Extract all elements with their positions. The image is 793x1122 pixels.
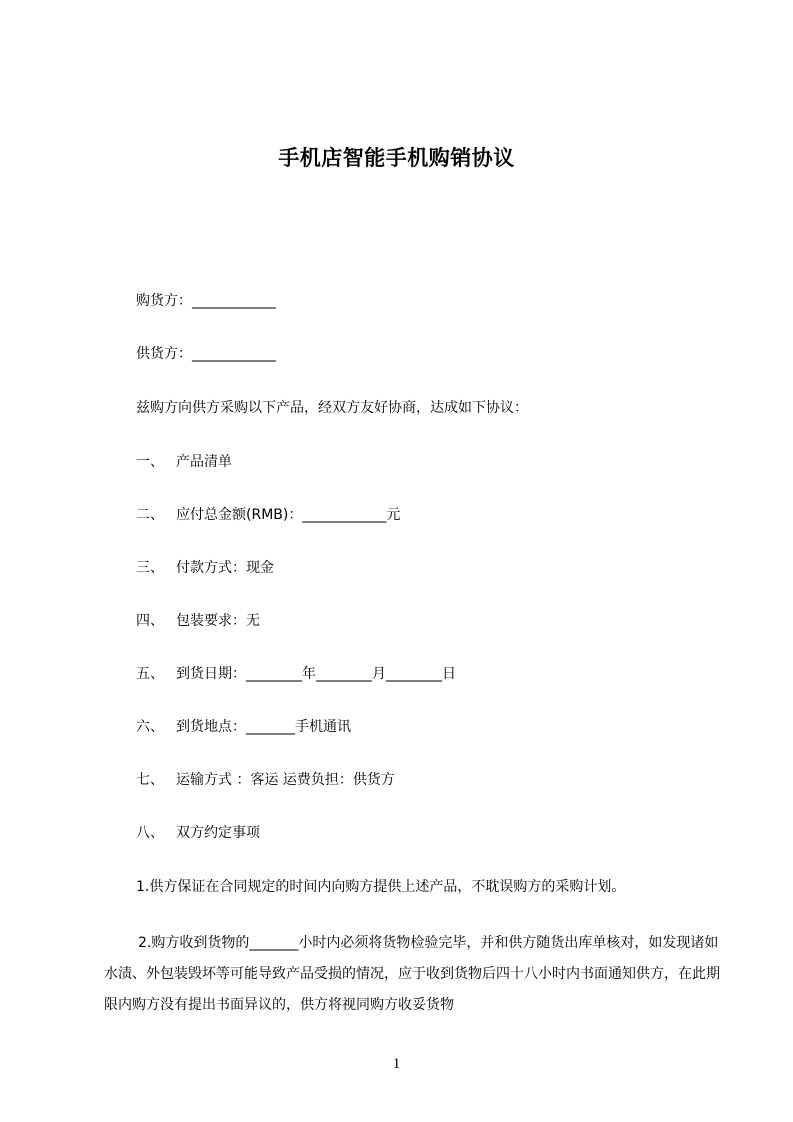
section-text: 双方约定事项	[176, 825, 260, 841]
buyer-line: 购货方：____________	[136, 293, 276, 309]
section-item	[136, 770, 395, 790]
section-number: 三、	[136, 560, 164, 576]
section-number: 五、	[136, 666, 164, 682]
document-title: 手机店智能手机购销协议	[278, 146, 515, 170]
section-item	[136, 452, 232, 472]
section-number: 四、	[136, 613, 164, 629]
section-item	[136, 664, 456, 684]
section-item	[136, 717, 351, 737]
section-number: 六、	[136, 719, 164, 735]
section-number: 七、	[136, 772, 164, 788]
section-text: 应付总金额(RMB)：____________元	[176, 507, 401, 523]
seller-line: 供货方：____________	[136, 346, 276, 362]
page-number: 1	[392, 1056, 401, 1072]
section-item	[136, 611, 260, 631]
section-number: 八、	[136, 825, 164, 841]
section-text: 包装要求：无	[176, 613, 260, 629]
section-item	[136, 558, 274, 578]
section-text: 产品清单	[176, 454, 232, 470]
section-text: 付款方式：现金	[176, 560, 274, 576]
intro-line: 兹购方向供方采购以下产品，经双方友好协商，达成如下协议：	[136, 400, 528, 416]
section-item	[136, 823, 260, 843]
clause-1: 1.供方保证在合同规定的时间内向购方提供上述产品，不耽误购方的采购计划。	[136, 879, 626, 895]
section-text: 运输方式 ：客运 运费负担：供货方	[176, 772, 395, 788]
clause-2: 2.购方收到货物的_______小时内必须将货物检验完毕，并和供方随货出库单核对，如发现诸如水渍、外包装毁坏等可能导致产品受损的情况，应于收到货物后四十八小时内书面通知供方，在此期限内购方没有提出书面异议的，供方将视同购方收妥货物	[104, 935, 720, 1013]
section-number: 一、	[136, 454, 164, 470]
section-text: 到货日期：________年________月________日	[176, 666, 456, 682]
section-number: 二、	[136, 507, 164, 523]
section-text: 到货地点：_______手机通讯	[176, 719, 351, 735]
section-item	[136, 505, 400, 525]
